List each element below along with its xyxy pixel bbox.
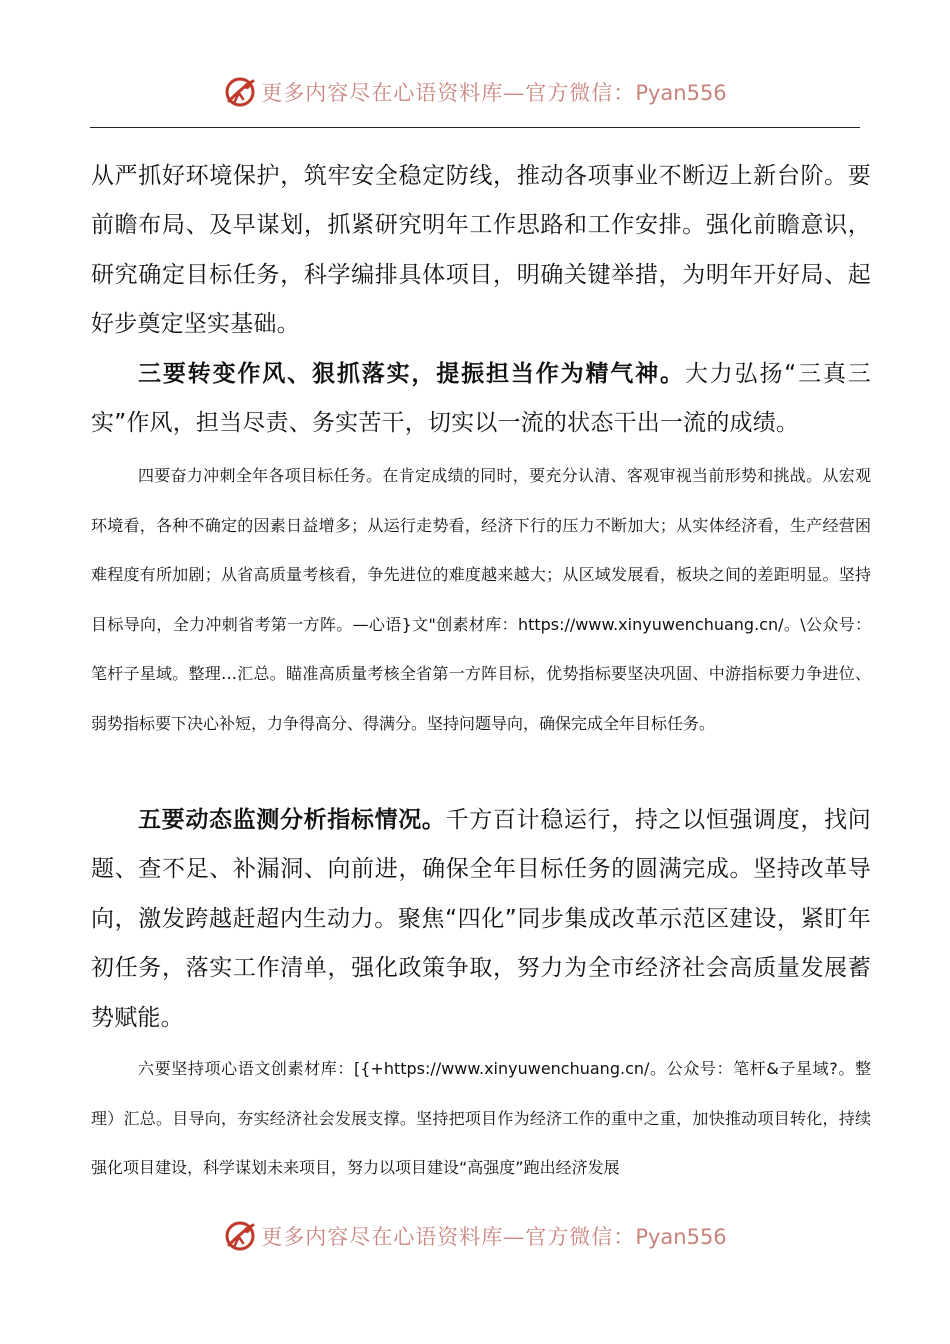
footer-banner-text: 更多内容尽在心语资料库—官方微信：Pyan556 — [261, 1225, 727, 1249]
brand-logo-icon — [223, 1219, 257, 1253]
footer-banner — [0, 1212, 950, 1260]
header-banner-text: 更多内容尽在心语资料库—官方微信：Pyan556 — [261, 81, 727, 105]
header-banner — [0, 68, 950, 116]
paragraph-4-text: 千方百计稳运行，持之以恒强调度，找问题、查不足、补漏洞、向前进，确保全年目标任务的圆满完成。坚持改革导向，激发跨越赶超内生动力。聚焦“四化”同步集成改革示范区建设，紧盯年初任务，落实工作清单，强化政策争取，努力为全市经济社会高质量发展蓄势赋能。 — [91, 807, 871, 1031]
paragraph-4-heading: 五要动态监测分析指标情况。 — [138, 807, 446, 833]
brand-logo-icon — [223, 75, 257, 109]
header-divider — [90, 127, 860, 128]
paragraph-2-heading: 三要转变作风、狠抓落实，提振担当作为精气神。 — [138, 361, 685, 387]
paragraph-5: 六要坚持项心语文创素材库：[{+https://www.xinyuwenchuang.cn/。公众号：笔杆&子星域?。整理）汇总。目导向，夯实经济社会发展支撑。坚持把项目作为经济工作的重中之重，加快推动项目转化，持续强化项目建设，科学谋划未来项目，努力以项目建设“高强度”跑出经济发展 — [91, 1059, 871, 1178]
paragraph-3: 四要奋力冲刺全年各项目标任务。在肯定成绩的同时，要充分认清、客观审视当前形势和挑战。从宏观环境看，各种不确定的因素日益增多；从运行走势看，经济下行的压力不断加大；从实体经济看，生产经营困难程度有所加剧；从省高质量考核看，争先进位的难度越来越大；从区域发展看，板块之间的差距明显。坚持目标导向，全力冲刺省考第一方阵。—心语}文"创素材库：https://www.xinyuwenchuang.cn/。\公众号：笔杆子星域。整理…汇总。瞄准高质量考核全省第一方阵目标，优势指标要坚决巩固、中游指标要力争进位、弱势指标要下决心补短，力争得高分、得满分。坚持问题导向，确保完成全年目标任务。 — [91, 466, 871, 733]
footer-banner-id: Pyan556 — [635, 1225, 727, 1249]
paragraph-4 — [91, 796, 871, 1043]
paragraph-2-text: 大力弘扬“三真三实”作风，担当尽责、务实苦干，切实以一流的状态干出一流的成绩。 — [91, 361, 871, 437]
paragraph-1: 从严抓好环境保护，筑牢安全稳定防线，推动各项事业不断迈上新台阶。要前瞻布局、及早谋划，抓紧研究明年工作思路和工作安排。强化前瞻意识，研究确定目标任务，科学编排具体项目，明确关键举措，为明年开好局、起好步奠定坚实基础。 — [91, 163, 871, 338]
paragraph-2 — [91, 350, 871, 449]
header-banner-id: Pyan556 — [635, 81, 727, 105]
